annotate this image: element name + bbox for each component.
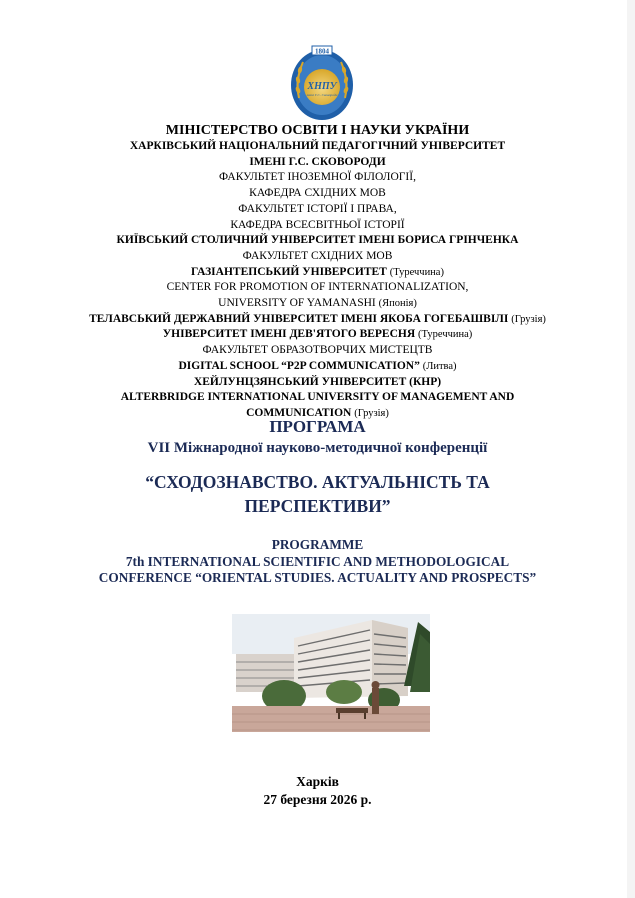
programme-en-title: PROGRAMME	[271, 537, 364, 552]
org-line: ХАРКІВСЬКИЙ НАЦІОНАЛЬНИЙ ПЕДАГОГІЧНИЙ УНІВЕРСИТЕТ	[129, 140, 506, 152]
organizations-list	[20, 123, 615, 422]
programme-en-line1: 7th INTERNATIONAL SCIENTIFIC AND METHODOLOGICAL	[125, 553, 510, 569]
university-logo	[289, 40, 355, 122]
programme-ua-title: ПРОГРАМА	[269, 417, 366, 436]
conference-title-ua	[20, 470, 615, 518]
org-line: ТЕЛАВСЬКИЙ ДЕРЖАВНИЙ УНІВЕРСИТЕТ ІМЕНІ ЯКОБА ГОГЕБАШВІЛІ (Грузія)	[89, 312, 546, 325]
org-line: ФАКУЛЬТЕТ ІНОЗЕМНОЇ ФІЛОЛОГІЇ,	[219, 171, 416, 184]
org-line: ГАЗІАНТЕПСЬКИЙ УНІВЕРСИТЕТ (Туреччина)	[191, 265, 444, 278]
logo-abbr: ХНПУ	[307, 81, 337, 92]
programme-ua	[20, 416, 615, 458]
programme-ua-subtitle: VII Міжнародної науково-методичної конференції	[147, 440, 488, 456]
org-line: ФАКУЛЬТЕТ ОБРАЗОТВОРЧИХ МИСТЕЦТВ	[202, 344, 433, 357]
org-line: КИЇВСЬКИЙ СТОЛИЧНИЙ УНІВЕРСИТЕТ ІМЕНІ БОРИСА ГРІНЧЕНКА	[116, 234, 519, 247]
org-line: UNIVERSITY OF YAMANASHI (Японія)	[218, 297, 417, 310]
org-line: КАФЕДРА СХІДНИХ МОВ	[249, 187, 386, 200]
org-line: ХЕЙЛУНЦЗЯНСЬКИЙ УНІВЕРСИТЕТ (КНР)	[193, 375, 442, 388]
org-line: МІНІСТЕРСТВО ОСВІТИ І НАУКИ УКРАЇНИ	[165, 123, 470, 138]
org-line: ІМЕНІ Г.С. СКОВОРОДИ	[249, 155, 386, 168]
org-line: ФАКУЛЬТЕТ СХІДНИХ МОВ	[242, 249, 393, 262]
page-edge	[627, 0, 635, 898]
footer-date: 27 березня 2026 р.	[263, 792, 372, 807]
programme-en-line2: CONFERENCE “ORIENTAL STUDIES. ACTUALITY AND PROSPECTS”	[98, 570, 537, 585]
org-line: УНІВЕРСИТЕТ ІМЕНІ ДЕВ'ЯТОГО ВЕРЕСНЯ (Туреччина)	[162, 328, 473, 341]
org-line: COMMUNICATION (Грузія)	[246, 406, 389, 419]
org-line: DIGITAL SCHOOL “P2P COMMUNICATION” (Литва)	[178, 359, 457, 372]
footer-city: Харків	[296, 774, 339, 789]
logo-subtitle: імені Г.С. Сковороди	[306, 93, 338, 97]
conference-title-ua-line1: “СХОДОЗНАВСТВО. АКТУАЛЬНІСТЬ ТА	[145, 472, 490, 492]
university-building-photo	[232, 614, 430, 732]
logo-year: 1804	[315, 47, 329, 56]
footer	[20, 773, 615, 809]
org-line: КАФЕДРА ВСЕСВІТНЬОЇ ІСТОРІЇ	[230, 218, 405, 231]
org-line: CENTER FOR PROMOTION OF INTERNATIONALIZATION,	[166, 281, 469, 294]
programme-en	[20, 537, 615, 587]
org-line: ФАКУЛЬТЕТ ІСТОРІЇ І ПРАВА,	[238, 202, 397, 215]
org-line: ALTERBRIDGE INTERNATIONAL UNIVERSITY OF MANAGEMENT AND	[120, 391, 515, 404]
conference-title-ua-line2: ПЕРСПЕКТИВИ”	[244, 496, 391, 516]
